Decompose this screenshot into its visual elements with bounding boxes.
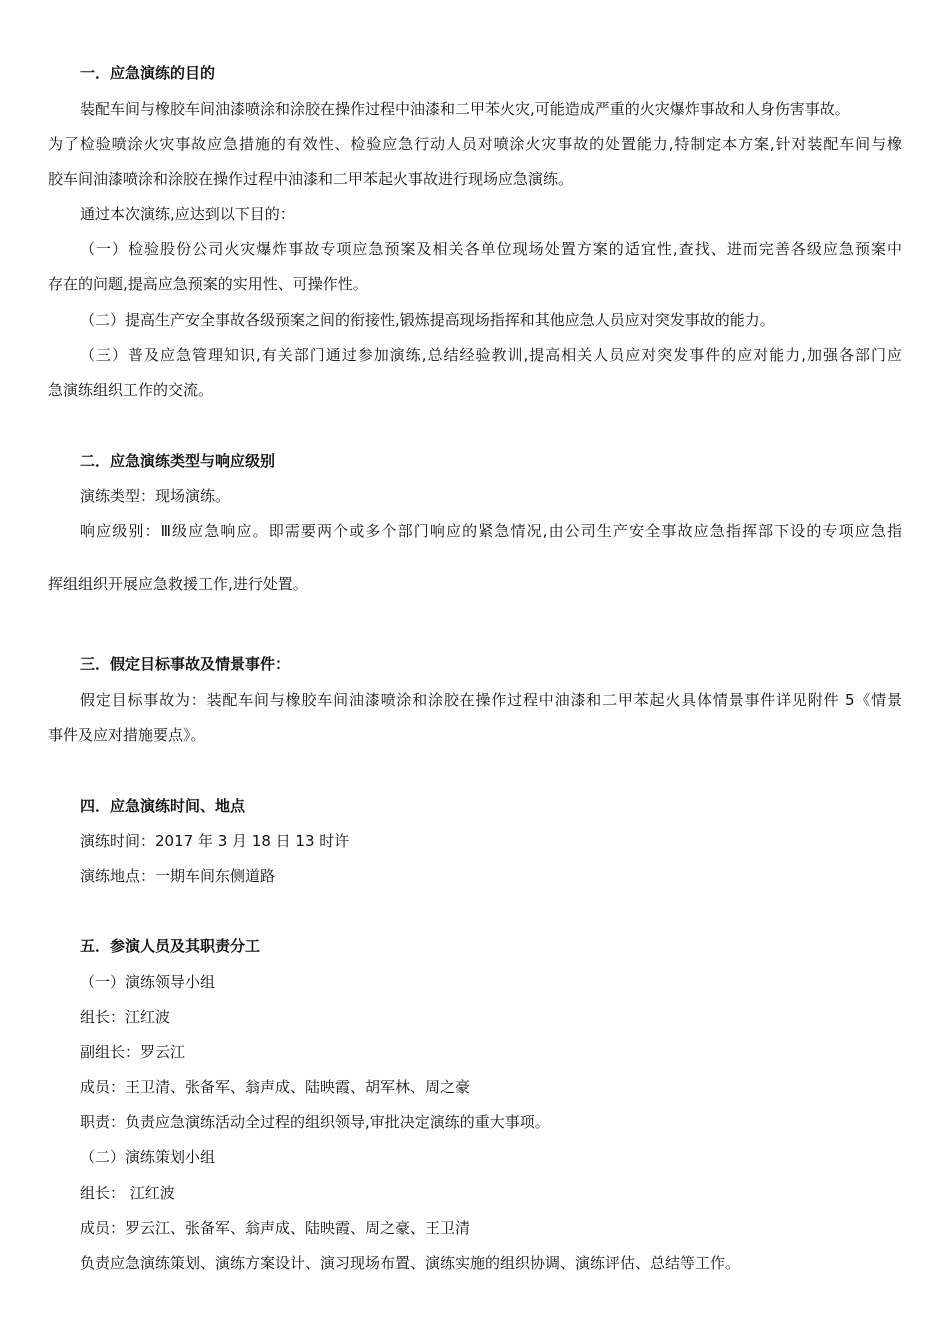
group-title: （二）演练策划小组 <box>80 1148 216 1166</box>
response-level: 响应级别：Ⅲ级应急响应。即需要两个或多个部门响应的紧急情况,由公司生产安全事故应急指挥部下设的专项应急指 <box>80 522 902 540</box>
section-5-heading: 五．参演人员及其职责分工 <box>80 937 261 955</box>
paragraph-line: 胶车间油漆喷涂和涂胶在操作过程中油漆和二甲苯起火事故进行现场应急演练。 <box>48 170 574 188</box>
list-item-continuation: 存在的问题,提高应急预案的实用性、可操作性。 <box>48 275 368 293</box>
paragraph-line: 为了检验喷涂火灾事故应急措施的有效性、检验应急行动人员对喷涂火灾事故的处置能力,特制定本方案,针对装配车间与橡 <box>48 135 902 153</box>
list-item: （三）普及应急管理知识,有关部门通过参加演练,总结经验教训,提高相关人员应对突发事件的应对能力,加强各部门应 <box>80 346 902 364</box>
group-deputy: 副组长：罗云江 <box>80 1043 186 1061</box>
paragraph-line: 通过本次演练,应达到以下目的： <box>80 205 295 223</box>
group-members: 成员：罗云江、张备军、翁声成、陆映霞、周之豪、王卫清 <box>80 1219 471 1237</box>
paragraph-line: 装配车间与橡胶车间油漆喷涂和涂胶在操作过程中油漆和二甲苯火灾,可能造成严重的火灾爆炸事故和人身伤害事故。 <box>80 100 850 118</box>
list-item-continuation: 急演练组织工作的交流。 <box>48 381 214 399</box>
drill-place: 演练地点：一期车间东侧道路 <box>80 867 276 885</box>
paragraph-line: 事件及应对措施要点》。 <box>48 726 206 744</box>
group-members: 成员：王卫清、张备军、翁声成、陆映霞、胡军林、周之豪 <box>80 1078 471 1096</box>
section-3-heading: 三．假定目标事故及情景事件： <box>80 655 291 673</box>
group-duty: 职责：负责应急演练活动全过程的组织领导,审批决定演练的重大事项。 <box>80 1113 550 1131</box>
list-item: （二）提高生产安全事故各级预案之间的衔接性,锻炼提高现场指挥和其他应急人员应对突发事故的能力。 <box>80 311 775 329</box>
drill-type: 演练类型：现场演练。 <box>80 487 231 505</box>
group-leader: 组长：江红波 <box>80 1008 171 1026</box>
group-duty: 负责应急演练策划、演练方案设计、演习现场布置、演练实施的组织协调、演练评估、总结等工作。 <box>80 1254 741 1272</box>
group-leader: 组长： 江红波 <box>80 1184 175 1202</box>
section-2-heading: 二．应急演练类型与响应级别 <box>80 452 276 470</box>
list-item: （一）检验股份公司火灾爆炸事故专项应急预案及相关各单位现场处置方案的适宜性,查找、进而完善各级应急预案中 <box>80 240 902 258</box>
section-4-heading: 四．应急演练时间、地点 <box>80 797 246 815</box>
response-level-continuation: 挥组组织开展应急救援工作,进行处置。 <box>48 575 308 593</box>
group-title: （一）演练领导小组 <box>80 973 216 991</box>
section-1-heading: 一．应急演练的目的 <box>80 64 216 82</box>
paragraph-line: 假定目标事故为：装配车间与橡胶车间油漆喷涂和涂胶在操作过程中油漆和二甲苯起火具体情景事件详见附件 5《情景 <box>80 691 902 709</box>
drill-time: 演练时间：2017 年 3 月 18 日 13 时许 <box>80 832 350 850</box>
